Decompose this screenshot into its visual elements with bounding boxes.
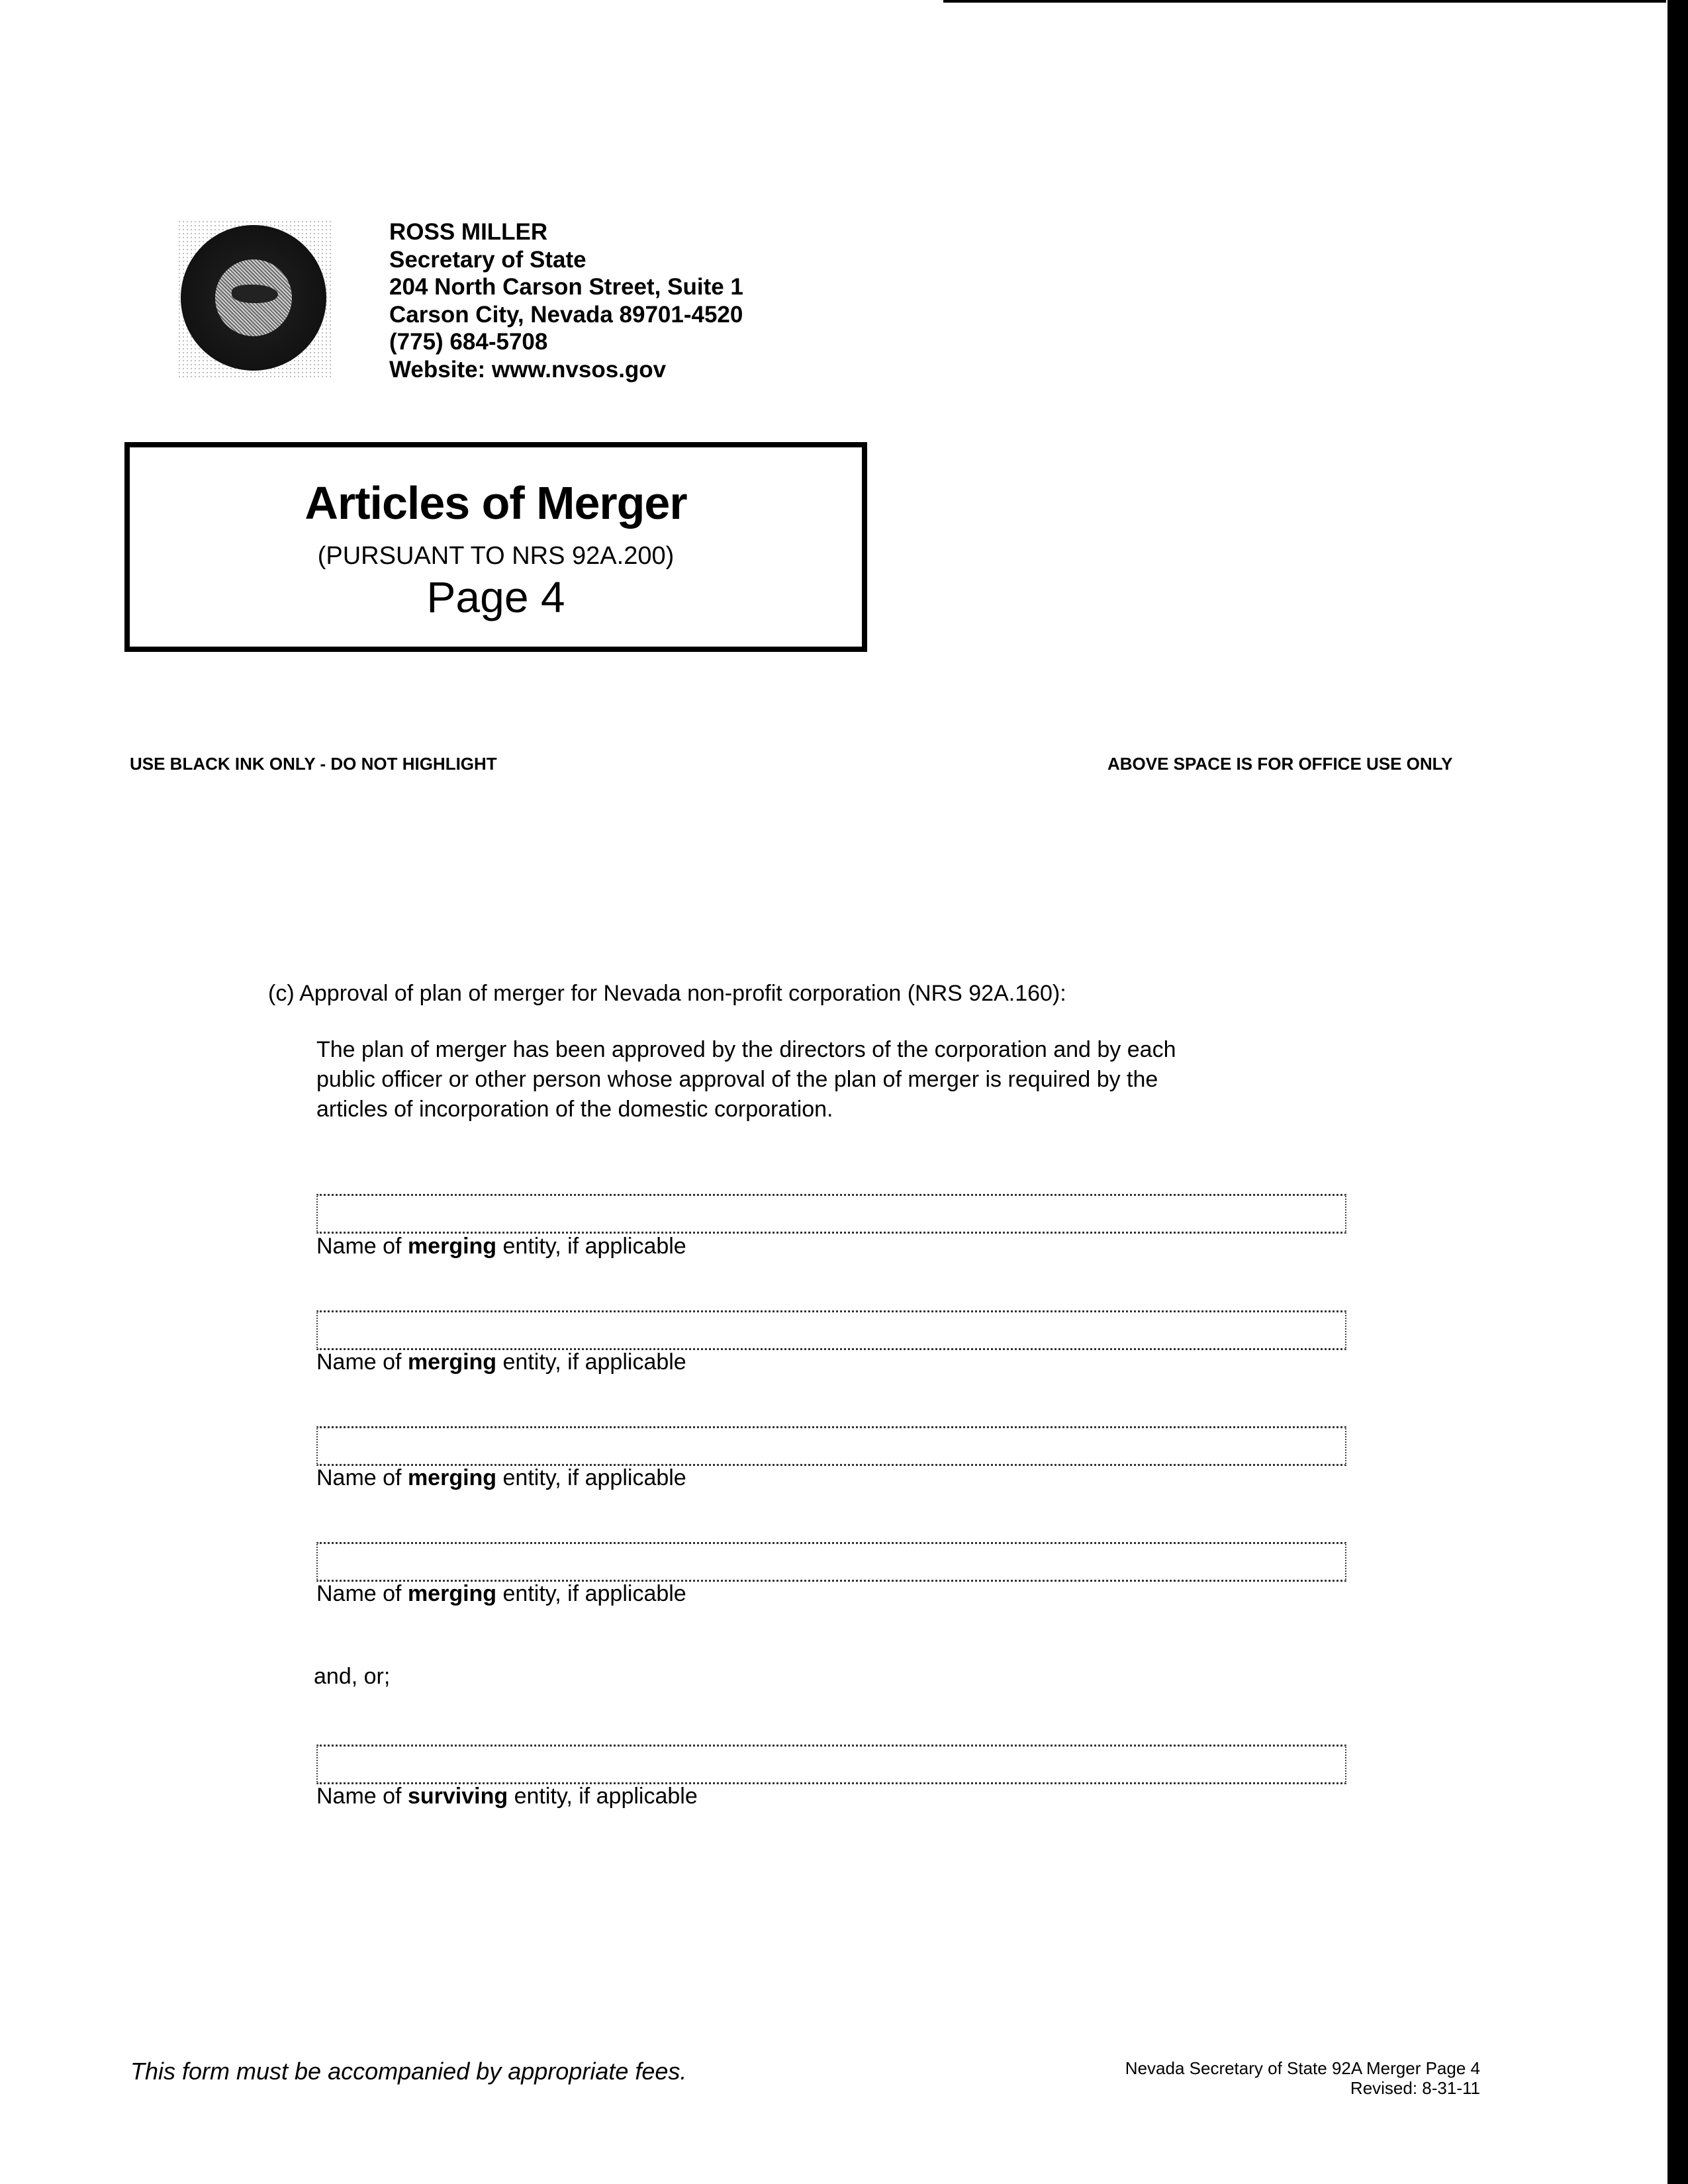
surviving-entity-name-input[interactable] [316,1745,1346,1784]
phone-number: (775) 684-5708 [389,329,548,355]
merging-entity-label-2: Name of merging entity, if applicable [316,1349,686,1375]
secretary-title: Secretary of State [389,246,586,273]
surviving-entity-label: Name of surviving entity, if applicable [316,1784,698,1809]
scan-border-right [1667,0,1688,2184]
section-body-line: The plan of merger has been approved by the directors of the corporation and by each [316,1037,1176,1062]
section-body-line: articles of incorporation of the domestic corporation. [316,1097,833,1122]
merging-entity-label-1: Name of merging entity, if applicable [316,1234,686,1259]
revision-date: Revised: 8-31-11 [1350,2078,1480,2098]
form-identifier [1072,2058,1480,2098]
form-name: Nevada Secretary of State 92A Merger Page 4 [1125,2058,1480,2078]
website: Website: www.nvsos.gov [389,356,667,383]
merging-entity-label-3: Name of merging entity, if applicable [316,1465,686,1490]
office-use-notice: ABOVE SPACE IS FOR OFFICE USE ONLY [1107,754,1453,774]
ink-notice: USE BLACK INK ONLY - DO NOT HIGHLIGHT [130,754,497,774]
street-address: 204 North Carson Street, Suite 1 [389,274,743,300]
form-title: Articles of Merger [305,477,687,529]
secretary-name: ROSS MILLER [389,219,548,245]
city-state-zip: Carson City, Nevada 89701-4520 [389,301,743,328]
merging-entity-name-input-1[interactable] [316,1194,1346,1234]
merging-entity-name-input-2[interactable] [316,1310,1346,1350]
seal-emblem [232,285,278,303]
fees-notice: This form must be accompanied by appropriate fees. [130,2058,687,2085]
form-subtitle: (PURSUANT TO NRS 92A.200) [317,542,675,570]
merging-entity-label-4: Name of merging entity, if applicable [316,1581,686,1606]
merging-entity-name-input-3[interactable] [316,1426,1346,1466]
section-heading: (c) Approval of plan of merger for Nevada non-profit corporation (NRS 92A.160): [268,981,1066,1006]
scan-border-top [943,0,1666,3]
secretary-address-block [389,218,743,383]
merging-entity-name-input-4[interactable] [316,1542,1346,1582]
form-page-number: Page 4 [426,572,565,621]
section-body-line: public officer or other person whose approval of the plan of merger is required by the [316,1067,1158,1092]
and-or-connector: and, or; [314,1664,391,1689]
section-body [316,1035,1336,1124]
